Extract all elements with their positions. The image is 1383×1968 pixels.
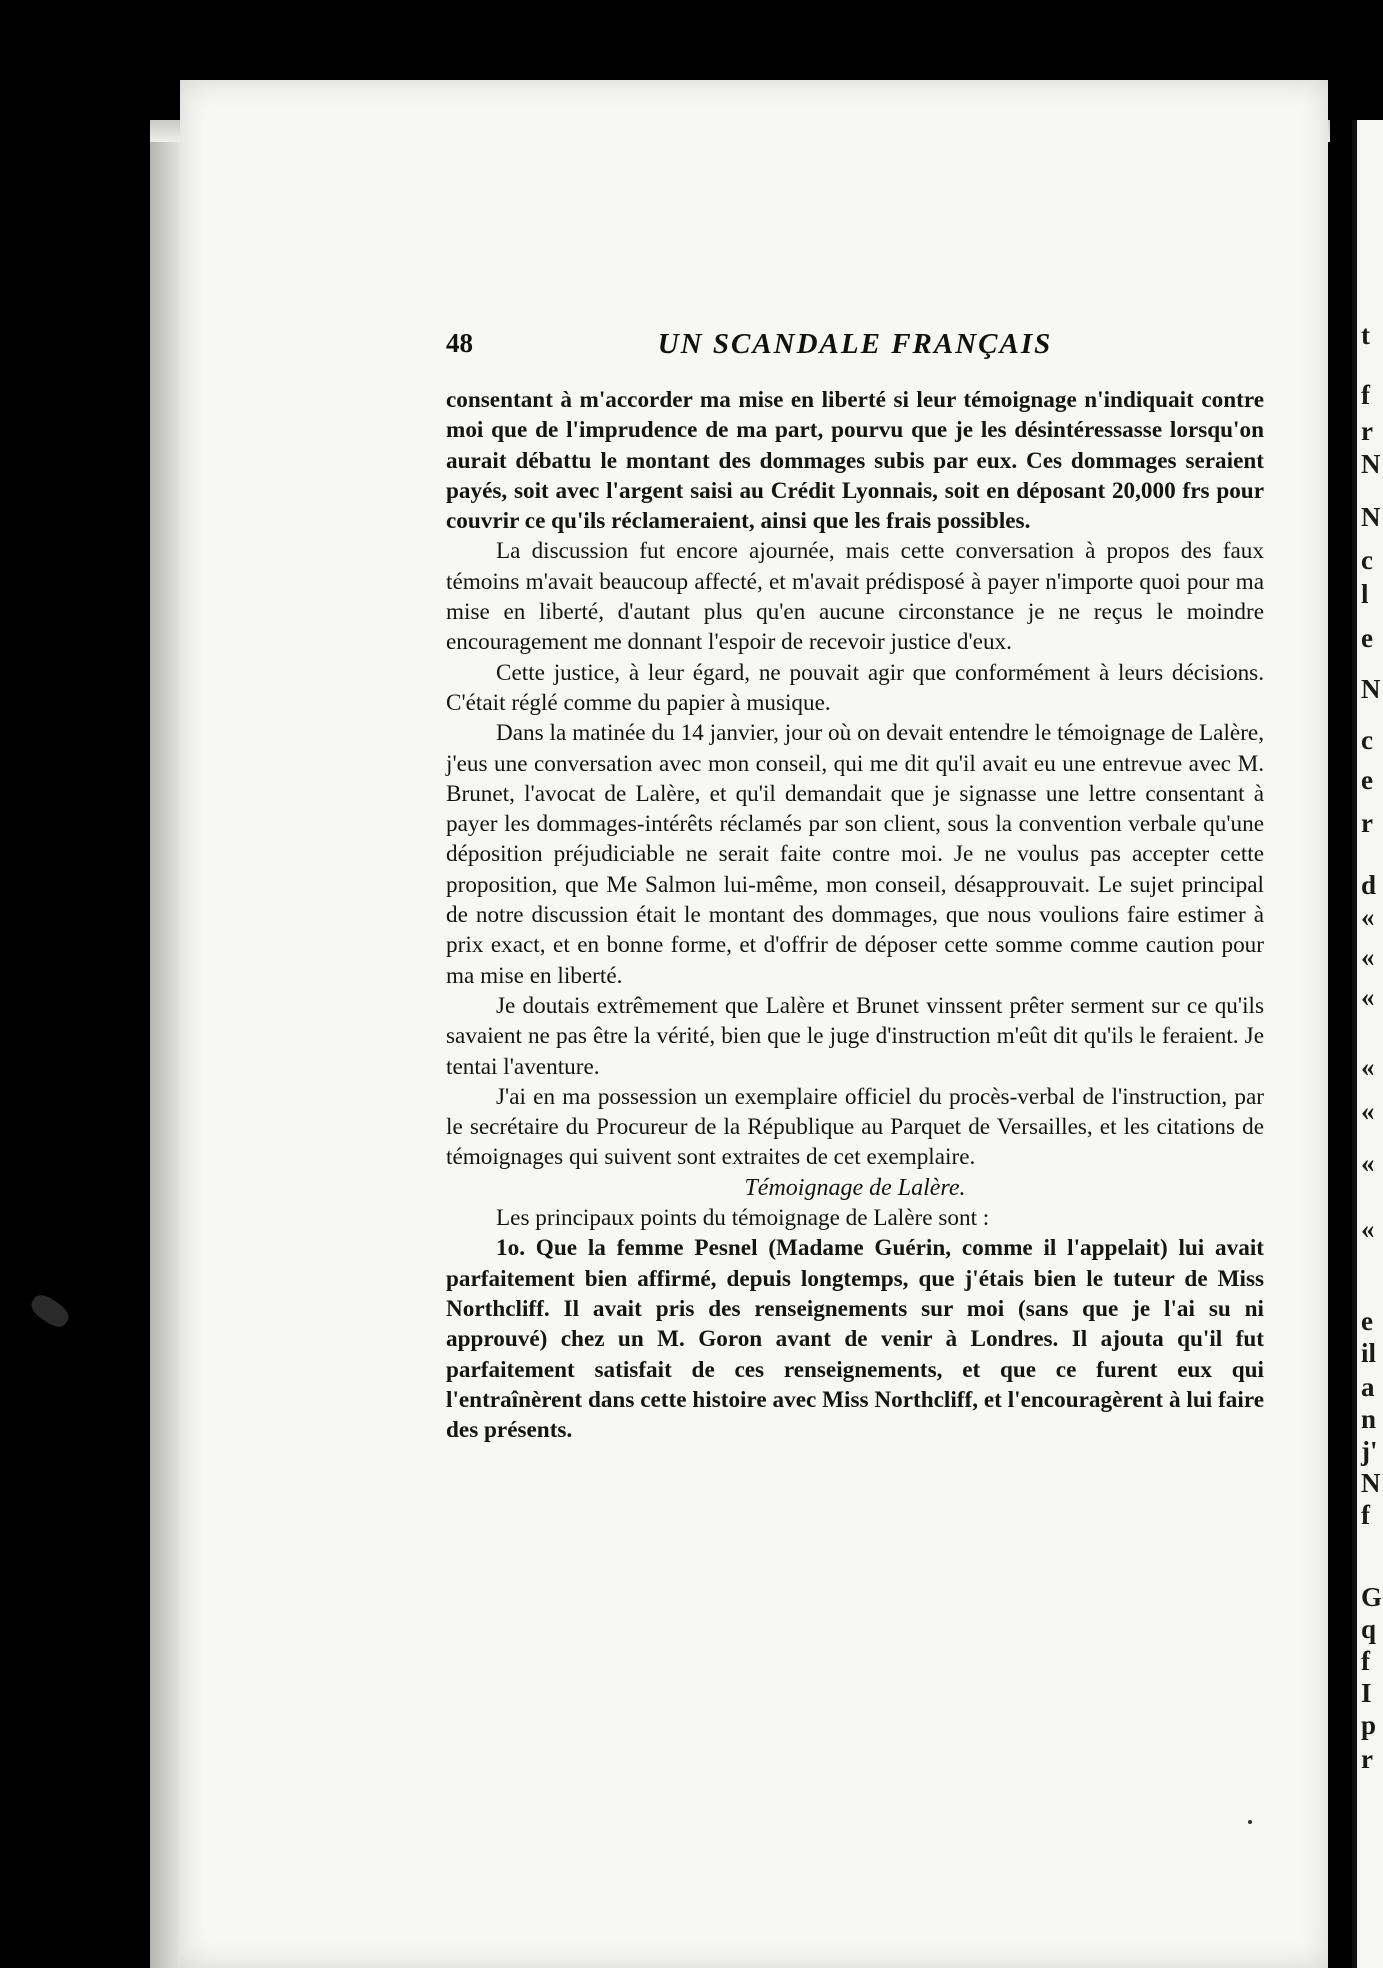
paragraph: Je doutais extrêmement que Lalère et Brunet vinssent prêter serment sur ce qu'ils savaient ne pas être la vérité, bien que le juge d'instruction m'eût dit qu'ils le feraient. Je tentai l'aventure. (446, 992, 1264, 1080)
facing-page-fragment: « (1361, 982, 1375, 1012)
paragraph: 1o. Que la femme Pesnel (Madame Guérin, comme il l'appelait) lui avait parfaitement bien affirmé, depuis longtemps, que j'étais bien le tuteur de Miss Northcliff. Il avait pris des renseignements sur moi (sans que je l'ai su ni approuvé) chez un M. Goron avant de venir à Londres. Il ajouta qu'il fut parfaitement satisfait de ces renseignements, et que ce furent eux qui l'entraînèrent dans cette histoire avec Miss Northcliff, et l'encouragèrent à lui faire des présents. (446, 1235, 1264, 1444)
facing-page-fragment: r (1361, 808, 1373, 838)
facing-page-fragment: « (1361, 1214, 1375, 1244)
facing-page-fragment: r (1361, 1744, 1373, 1774)
running-head (446, 328, 1264, 368)
facing-page-fragment: « (1361, 942, 1375, 972)
facing-page-fragment: q (1361, 1614, 1377, 1644)
facing-page-fragment: G (1361, 1582, 1383, 1612)
facing-page-fragment: t (1361, 320, 1370, 350)
facing-page-fragment: N (1361, 1468, 1381, 1498)
facing-page-fragment: N (1361, 502, 1381, 532)
facing-page-fragment: l (1361, 579, 1369, 609)
scan-smudge (27, 1291, 72, 1332)
facing-page-fragment: « (1361, 1096, 1375, 1126)
facing-page-fragment: f (1361, 1500, 1370, 1530)
book-title: UN SCANDALE FRANÇAIS (657, 328, 1053, 360)
facing-page-fragment: j' (1361, 1436, 1378, 1466)
facing-page-fragment: f (1361, 380, 1370, 410)
facing-page-fragment: n (1361, 1404, 1377, 1434)
paragraph: Dans la matinée du 14 janvier, jour où on devait entendre le témoignage de Lalère, j'eus une conversation avec mon conseil, qui me dit qu'il avait eu une entrevue avec M. Brunet, l'avocat de Lalère, et qu'il demandait que je signasse une lettre consentant à payer les dommages-intérêts réclamés par son client, sous la convention verbale qu'une déposition préjudiciable ne serait faite contre moi. Je ne voulus pas accepter cette proposition, que Me Salmon lui-même, mon conseil, désapprouvait. Le sujet principal de notre discussion était le montant des dommages, que nous voulions faire estimer à prix exact, et en bonne forme, et d'offrir de déposer cette somme comme caution pour ma mise en liberté. (446, 720, 1264, 989)
paragraph: Cette justice, à leur égard, ne pouvait agir que conformément à leurs décisions. C'était réglé comme du papier à musique. (446, 659, 1264, 716)
paragraph: consentant à m'accorder ma mise en liberté si leur témoignage n'indiquait contre moi que de l'imprudence de ma part, pourvu que je les désintéressasse lorsqu'on aurait débattu le montant des dommages subis par eux. Ces dommages seraient payés, soit avec l'argent saisi au Crédit Lyonnais, soit en déposant 20,000 frs pour couvrir ce qu'ils réclameraient, ainsi que les frais possibles. (446, 387, 1264, 535)
facing-page-fragment: c (1361, 545, 1373, 575)
page-gutter (1352, 120, 1357, 1968)
facing-page-fragment: f (1361, 1646, 1370, 1676)
facing-page-fragment: e (1361, 623, 1373, 653)
facing-page-fragment: N (1361, 674, 1381, 704)
scan-speck (1248, 1820, 1252, 1824)
facing-page-fragment: d (1361, 870, 1377, 900)
facing-page-fragment: a (1361, 1372, 1375, 1402)
facing-page-fragment: r (1361, 416, 1373, 446)
section-heading: Témoignage de Lalère. (744, 1174, 966, 1201)
facing-page-strip (1352, 120, 1383, 1968)
facing-page-fragment: « (1361, 902, 1375, 932)
facing-page-fragment: c (1361, 725, 1373, 755)
facing-page-fragment: p (1361, 1710, 1377, 1740)
facing-page-fragment: I (1361, 1678, 1372, 1708)
facing-page-fragment: e (1361, 1306, 1373, 1336)
paragraph: Les principaux points du témoignage de Lalère sont : (496, 1205, 990, 1232)
facing-page-fragment: N (1361, 449, 1381, 479)
facing-page-fragment: il (1361, 1338, 1377, 1368)
paragraph: La discussion fut encore ajournée, mais cette conversation à propos des faux témoins m'avait beaucoup affecté, et m'avait prédisposé à payer n'importe quoi pour ma mise en liberté, d'autant plus qu'en aucune circonstance je ne reçus le moindre encouragement me donnant l'espoir de recevoir justice d'eux. (446, 538, 1264, 656)
facing-page-fragment: « (1361, 1148, 1375, 1178)
facing-page-fragment: « (1361, 1052, 1375, 1082)
page-number: 48 (446, 328, 473, 358)
paragraph: J'ai en ma possession un exemplaire officiel du procès-verbal de l'instruction, par le secrétaire du Procureur de la République au Parquet de Versailles, et les citations de témoignages qui suivent sont extraites de cet exemplaire. (446, 1083, 1264, 1171)
page-body (446, 385, 1264, 1445)
facing-page-fragment: e (1361, 765, 1373, 795)
